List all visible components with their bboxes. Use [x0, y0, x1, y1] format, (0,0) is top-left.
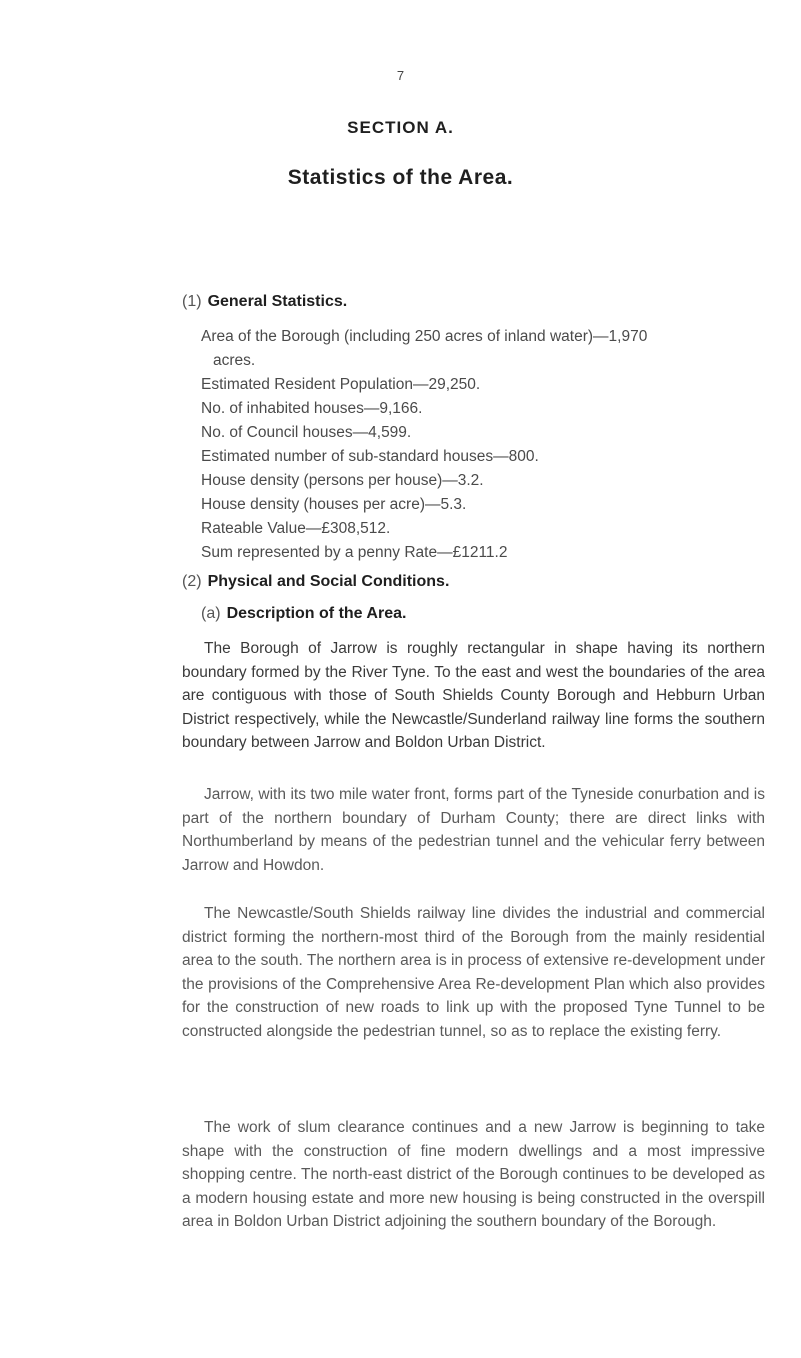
stat-area: Area of the Borough (including 250 acres of inland water)—1,970: [201, 328, 648, 345]
page-number: 7: [396, 68, 405, 83]
description-title: Description of the Area.: [226, 605, 407, 622]
general-statistics-title: General Statistics.: [207, 293, 348, 310]
stat-penny-rate: Sum represented by a penny Rate—£1211.2: [201, 544, 508, 561]
description-heading: [201, 605, 406, 623]
description-number: (a): [201, 605, 221, 622]
stat-substandard-houses: Estimated number of sub-standard houses—800.: [201, 448, 539, 465]
physical-social-title: Physical and Social Conditions.: [207, 573, 450, 590]
stat-area-continued: acres.: [213, 352, 256, 369]
section-label: SECTION A.: [347, 118, 454, 137]
description-paragraph-3: The Newcastle/South Shields railway line divides the industrial and commercial district forming the northern-most third of the Borough from the mainly residential area to the south. The northern area is in process of extensive re-development under the provisions of the Comprehensive Area Re-development Plan which also provides for the construction of new roads to link up with the proposed Tyne Tunnel to be constructed alongside the pedestrian tunnel, so as to replace the existing ferry.: [182, 905, 765, 1040]
stat-population: Estimated Resident Population—29,250.: [201, 376, 481, 393]
general-statistics-list: [201, 325, 761, 565]
stat-inhabited-houses: No. of inhabited houses—9,166.: [201, 400, 423, 417]
stat-rateable-value: Rateable Value—£308,512.: [201, 520, 391, 537]
description-paragraph-2: Jarrow, with its two mile water front, forms part of the Tyneside conurbation and is part of the northern boundary of Durham County; there are direct links with Northumberland by means of the pedestrian tunnel and the vehicular ferry between Jarrow and Howdon.: [182, 786, 765, 874]
description-paragraph-4: The work of slum clearance continues and a new Jarrow is beginning to take shape with the construction of fine modern dwellings and a most impressive shopping centre. The north-east district of the Borough continues to be developed as a modern housing estate and more new housing is being constructed in the overspill area in Boldon Urban District adjoining the southern boundary of the Borough.: [182, 1119, 765, 1230]
physical-social-number: (2): [182, 573, 202, 590]
general-statistics-number: (1): [182, 293, 202, 310]
general-statistics-heading: [182, 293, 347, 311]
section-title: Statistics of the Area.: [287, 166, 514, 189]
stat-houses-per-acre: House density (houses per acre)—5.3.: [201, 496, 467, 513]
physical-social-heading: [182, 573, 449, 591]
stat-council-houses: No. of Council houses—4,599.: [201, 424, 412, 441]
stat-persons-per-house: House density (persons per house)—3.2.: [201, 472, 484, 489]
description-paragraph-1: The Borough of Jarrow is roughly rectangular in shape having its northern boundary formed by the River Tyne. To the east and west the boundaries of the area are contiguous with those of South Shields County Borough and Hebburn Urban District respectively, while the Newcastle/Sunderland railway line forms the southern boundary between Jarrow and Boldon Urban District.: [182, 640, 765, 751]
